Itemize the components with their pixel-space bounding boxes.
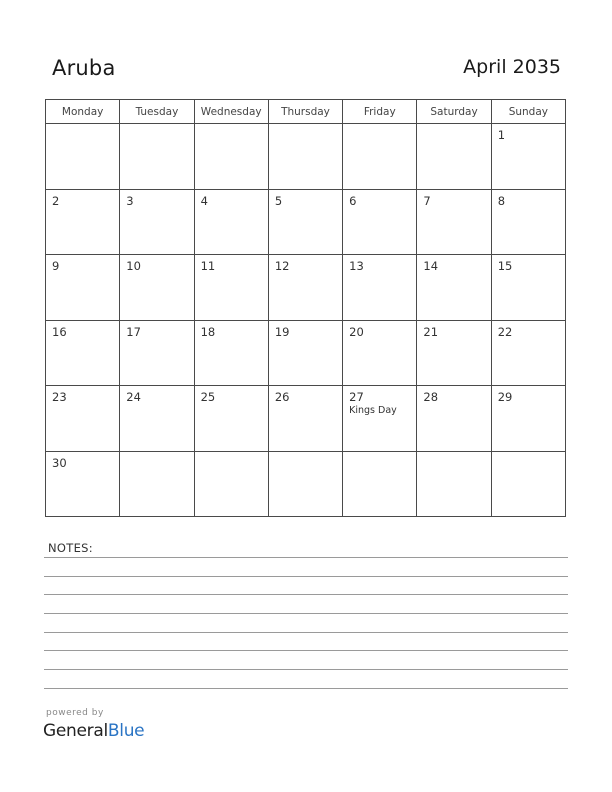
day-number: 2 — [52, 193, 60, 208]
day-number: 10 — [126, 259, 141, 273]
weekday-wednesday: Wednesday — [194, 100, 268, 124]
day-cell — [417, 386, 491, 452]
weekday-tuesday: Tuesday — [120, 100, 194, 124]
day-cell — [417, 451, 491, 517]
day-cell — [120, 320, 194, 386]
day-number: 12 — [274, 259, 290, 273]
month-year-title: April 2035 — [463, 56, 561, 78]
day-cell — [343, 386, 417, 452]
day-number: 13 — [349, 259, 364, 273]
day-cell — [491, 386, 565, 452]
week-row — [46, 386, 566, 452]
day-cell — [417, 124, 491, 190]
day-cell — [343, 124, 417, 190]
day-number: 22 — [497, 324, 513, 339]
day-cell — [343, 255, 417, 321]
day-number: 19 — [274, 324, 290, 339]
day-cell — [491, 451, 565, 517]
weekday-friday: Friday — [343, 100, 417, 124]
day-number: 15 — [497, 259, 513, 273]
day-cell — [46, 451, 120, 517]
day-number: 29 — [497, 390, 513, 404]
day-cell — [268, 189, 342, 255]
holiday-label: Kings Day — [349, 405, 397, 416]
day-cell — [343, 451, 417, 517]
day-number: 11 — [200, 259, 216, 273]
day-cell — [194, 451, 268, 517]
week-row — [46, 255, 566, 321]
day-cell — [46, 320, 120, 386]
notes-line — [44, 576, 568, 577]
day-cell — [491, 124, 565, 190]
day-number: 18 — [200, 324, 216, 339]
day-number: 24 — [126, 390, 141, 404]
day-cell — [120, 189, 194, 255]
day-cell — [46, 189, 120, 255]
brand-logo — [43, 721, 144, 741]
day-number: 1 — [497, 128, 506, 142]
day-cell — [268, 320, 342, 386]
notes-line — [44, 650, 568, 651]
notes-line — [44, 632, 568, 633]
day-number: 26 — [274, 390, 290, 404]
day-cell — [417, 320, 491, 386]
notes-label: NOTES: — [48, 541, 93, 555]
day-cell — [120, 124, 194, 190]
day-number: 9 — [52, 259, 60, 273]
day-number: 16 — [52, 324, 67, 339]
week-row — [46, 451, 566, 517]
day-cell — [343, 320, 417, 386]
day-cell — [194, 255, 268, 321]
brand-blue: Blue — [107, 721, 145, 741]
notes-line — [44, 557, 568, 558]
day-cell — [120, 451, 194, 517]
notes-line — [44, 594, 568, 595]
day-number: 7 — [423, 193, 431, 208]
day-cell — [194, 320, 268, 386]
day-cell — [120, 255, 194, 321]
notes-line — [44, 688, 568, 689]
weekday-saturday: Saturday — [417, 100, 491, 124]
day-cell — [46, 255, 120, 321]
week-row — [46, 189, 566, 255]
day-cell — [194, 386, 268, 452]
day-number: 14 — [423, 259, 439, 273]
day-number: 25 — [200, 390, 216, 404]
weekday-monday: Monday — [46, 100, 120, 124]
day-cell — [491, 320, 565, 386]
day-number: 21 — [423, 324, 439, 339]
week-row — [46, 320, 566, 386]
day-number: 6 — [349, 193, 357, 208]
day-cell — [491, 255, 565, 321]
day-cell — [194, 189, 268, 255]
day-cell — [268, 451, 342, 517]
day-number: 23 — [52, 390, 67, 404]
day-number: 20 — [349, 324, 364, 339]
day-cell — [268, 124, 342, 190]
weekday-sunday: Sunday — [491, 100, 565, 124]
day-cell — [268, 386, 342, 452]
day-number: 28 — [423, 390, 439, 404]
day-cell — [120, 386, 194, 452]
day-number: 27 — [349, 390, 364, 404]
weekday-header-row — [46, 100, 566, 124]
day-cell — [46, 124, 120, 190]
notes-line — [44, 669, 568, 670]
week-row — [46, 124, 566, 190]
brand-general: General — [43, 721, 108, 741]
day-cell — [194, 124, 268, 190]
day-cell — [46, 386, 120, 452]
calendar-grid — [45, 99, 566, 517]
day-number: 4 — [200, 193, 208, 208]
day-cell — [417, 255, 491, 321]
weekday-thursday: Thursday — [268, 100, 342, 124]
day-number: 30 — [52, 455, 67, 470]
day-cell — [268, 255, 342, 321]
day-number: 17 — [126, 324, 141, 339]
day-number: 8 — [497, 193, 506, 208]
day-number: 5 — [274, 193, 283, 208]
day-cell — [417, 189, 491, 255]
country-title: Aruba — [52, 56, 116, 80]
day-number: 3 — [126, 193, 134, 208]
powered-by-text: powered by — [46, 708, 104, 718]
day-cell — [343, 189, 417, 255]
notes-line — [44, 613, 568, 614]
day-cell — [491, 189, 565, 255]
